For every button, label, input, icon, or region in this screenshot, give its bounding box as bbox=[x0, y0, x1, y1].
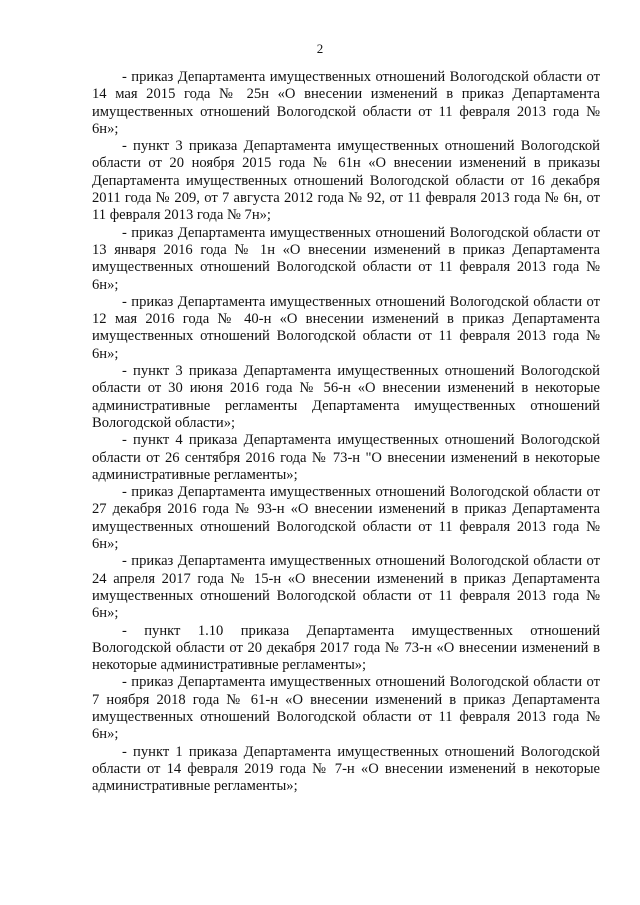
list-item: - приказ Департамента имущественных отношений Вологодской области от 27 декабря 2016 года № 93-н «О внесении изменений в приказ Департамента имущественных отношений Вологодской области от 11 февраля 2013 года № 6н»; bbox=[92, 484, 600, 553]
list-item: - пункт 1.10 приказа Департамента имущественных отношений Вологодской области от 20 декабря 2017 года № 73-н «О внесении изменений в некоторые административные регламенты»; bbox=[92, 622, 600, 674]
list-item: - приказ Департамента имущественных отношений Вологодской области от 12 мая 2016 года № 40-н «О внесении изменений в приказ Департамента имущественных отношений Вологодской области от 11 февраля 2013 года № 6н»; bbox=[92, 293, 600, 362]
list-item: - приказ Департамента имущественных отношений Вологодской области от 13 января 2016 года № 1н «О внесении изменений в приказ Департамента имущественных отношений Вологодской области от 11 февраля 2013 года № 6н»; bbox=[92, 224, 600, 293]
list-item: - пункт 4 приказа Департамента имущественных отношений Вологодской области от 26 сентября 2016 года № 73-н "О внесении изменений в некоторые административные регламенты»; bbox=[92, 432, 600, 483]
list-item: - пункт 1 приказа Департамента имущественных отношений Вологодской области от 14 февраля 2019 года № 7-н «О внесении изменений в некоторые административные регламенты»; bbox=[92, 743, 600, 795]
document-body bbox=[92, 69, 600, 795]
page-number: 2 bbox=[316, 41, 324, 56]
list-item: - приказ Департамента имущественных отношений Вологодской области от 7 ноября 2018 года № 61-н «О внесении изменений в приказ Департамента имущественных отношений Вологодской области от 11 февраля 2013 года № 6н»; bbox=[92, 674, 600, 743]
list-item: - пункт 3 приказа Департамента имущественных отношений Вологодской области от 30 июня 2016 года № 56-н «О внесении изменений в некоторые административные регламенты Департамента имущественных отношений Вологодской области»; bbox=[92, 363, 600, 431]
list-item: - пункт 3 приказа Департамента имущественных отношений Вологодской области от 20 ноября 2015 года № 61н «О внесении изменений в приказы Департамента имущественных отношений Вологодской области от 16 декабря 2011 года № 209, от 7 августа 2012 года № 92, от 11 февраля 2013 года № 6н, от 11 февраля 2013 года № 7н»; bbox=[92, 138, 600, 224]
list-item: - приказ Департамента имущественных отношений Вологодской области от 24 апреля 2017 года № 15-н «О внесении изменений в приказ Департамента имущественных отношений Вологодской области от 11 февраля 2013 года № 6н»; bbox=[92, 553, 600, 622]
list-item: - приказ Департамента имущественных отношений Вологодской области от 14 мая 2015 года № 25н «О внесении изменений в приказ Департамента имущественных отношений Вологодской области от 11 февраля 2013 года № 6н»; bbox=[92, 69, 600, 137]
